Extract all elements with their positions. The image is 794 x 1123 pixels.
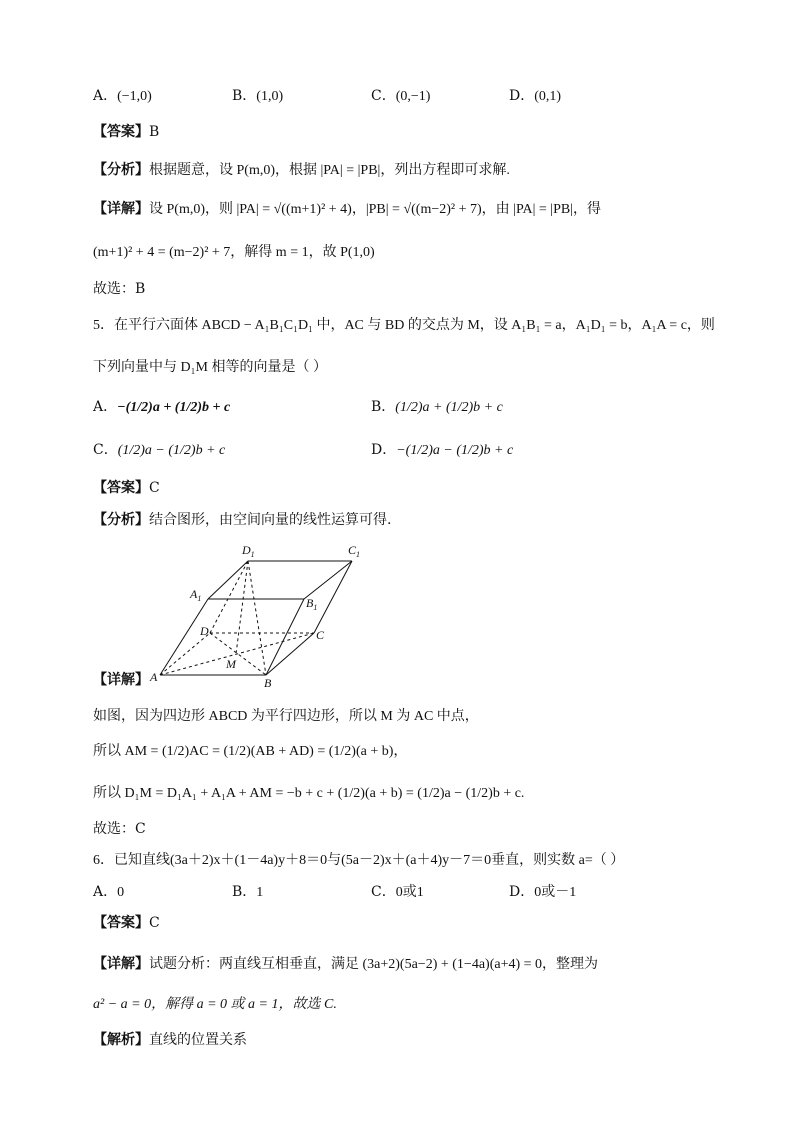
q6-option-d[interactable]: D．0或－1 — [509, 884, 577, 900]
q6-stem: 6．已知直线(3a＋2)x＋(1－4a)y＋8＝0与(5a－2)x＋(a＋4)y－7＝0垂直，则实数 a=（ ） — [93, 853, 625, 868]
q4-detail-line2: (m+1)² + 4 = (m−2)² + 7，解得 m = 1，故 P(1,0) — [93, 245, 375, 260]
q6-detail-line1: 【详解】试题分析：两直线互相垂直，满足 (3a+2)(5a−2) + (1−4a)(a+4) = 0，整理为 — [93, 956, 599, 972]
q6-option-b[interactable]: B．1 — [232, 884, 264, 900]
q5-detail-tag: 【详解】 — [93, 672, 149, 688]
edge-d-d1-hidden — [210, 561, 248, 633]
q5-detail-line2: 所以 AM = (1/2)AC = (1/2)(AB + AD) = (1/2)(a + b)， — [93, 744, 408, 759]
q5-detail-line1: 如图，因为四边形 ABCD 为平行四边形，所以 M 为 AC 中点， — [93, 709, 479, 724]
q4-analysis: 【分析】根据题意，设 P(m,0)，根据 |PA| = |PB|，列出方程即可求解. — [93, 162, 510, 178]
q5-stem-line2: 下列向量中与 D₁M 相等的向量是（ ） — [93, 360, 327, 375]
label-d: D — [200, 624, 209, 638]
label-a: A — [150, 670, 158, 684]
q6-detail-line2: a² − a = 0，解得 a = 0 或 a = 1，故选 C. — [93, 997, 337, 1012]
q5-answer: 【答案】C — [93, 480, 160, 496]
label-m: M — [226, 657, 236, 671]
q6-option-a[interactable]: A．0 — [93, 884, 125, 900]
label-c1: $C_1$ — [348, 543, 361, 559]
edge-c-c1 — [314, 561, 352, 633]
segment-d1-m-hidden — [236, 561, 248, 654]
q5-option-a[interactable]: A．−(1/2)a + (1/2)b + c — [93, 399, 231, 415]
q4-conclusion: 故选：B — [93, 281, 146, 297]
parallelepiped-figure — [148, 541, 388, 691]
q4-answer: 【答案】B — [93, 124, 160, 140]
label-d1: $D_1$ — [242, 543, 255, 559]
label-b1: $B_1$ — [306, 596, 318, 612]
q5-analysis: 【分析】结合图形，由空间向量的线性运算可得. — [93, 512, 392, 528]
q4-option-b[interactable]: B．(1,0) — [232, 88, 284, 104]
q6-answer: 【答案】C — [93, 915, 160, 931]
edge-b-b1 — [266, 599, 304, 675]
edge-c1-b1 — [304, 561, 352, 599]
q5-option-c[interactable]: C．(1/2)a − (1/2)b + c — [93, 442, 226, 458]
q4-option-d[interactable]: D．(0,1) — [509, 88, 562, 104]
label-c: C — [316, 628, 325, 642]
q5-option-d[interactable]: D．−(1/2)a − (1/2)b + c — [371, 442, 514, 458]
q4-option-a[interactable]: A．(−1,0) — [93, 88, 152, 104]
q4-detail-line1: 【详解】设 P(m,0)，则 |PA| = √((m+1)² + 4)，|PB| = √((m−2)² + 7)，由 |PA| = |PB|，得 — [93, 201, 601, 217]
q5-conclusion: 故选：C — [93, 821, 146, 837]
q5-option-b[interactable]: B．(1/2)a + (1/2)b + c — [371, 399, 503, 415]
label-b: B — [264, 676, 272, 690]
q5-stem-line1: 5．在平行六面体 ABCD − A₁B₁C₁D₁ 中，AC 与 BD 的交点为 M，设 A₁B₁ = a，A₁D₁ = b，A₁A = c，则 — [93, 318, 715, 333]
label-a1: $A_1$ — [190, 587, 202, 603]
segment-d1-b-hidden — [248, 561, 266, 675]
q6-option-c[interactable]: C．0或1 — [371, 884, 424, 900]
q6-analysis2: 【解析】直线的位置关系 — [93, 1032, 247, 1048]
q4-option-c[interactable]: C．(0,−1) — [371, 88, 431, 104]
edge-a1-d1 — [208, 561, 248, 599]
q5-detail-line3: 所以 D₁M = D₁A₁ + A₁A + AM = −b + c + (1/2)(a + b) = (1/2)a − (1/2)b + c. — [93, 786, 525, 801]
